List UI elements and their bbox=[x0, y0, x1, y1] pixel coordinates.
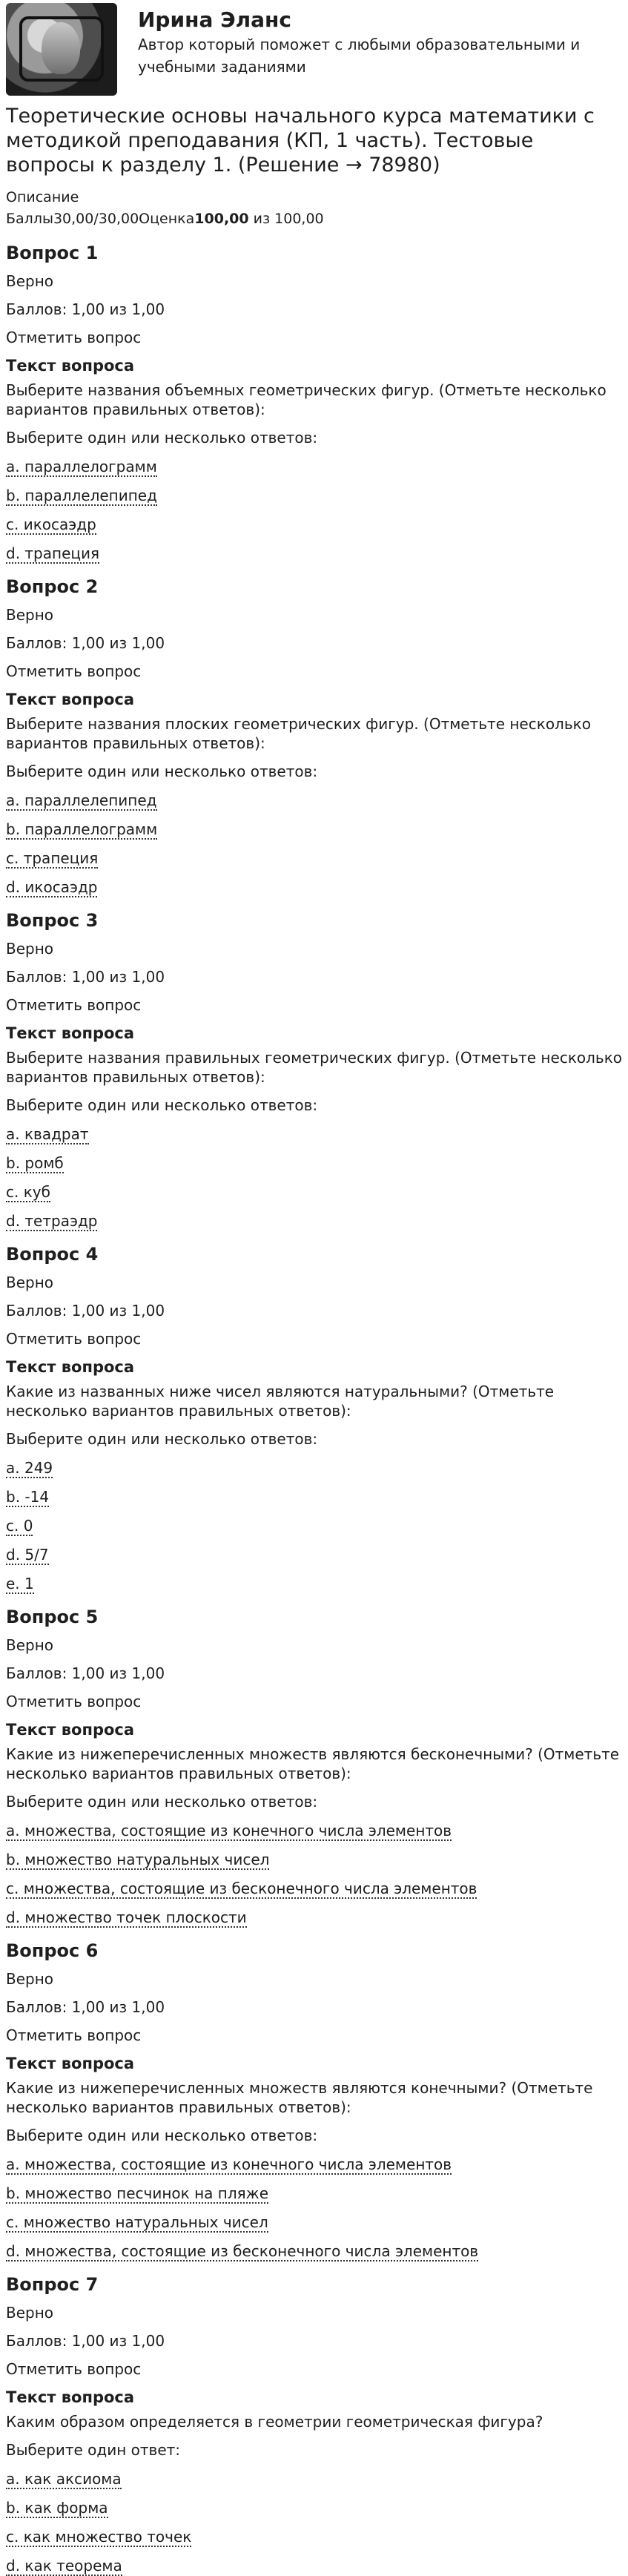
answer-text: d. как теорема bbox=[6, 2557, 122, 2575]
question-title: Вопрос 7 bbox=[6, 2274, 99, 2295]
question-prompt: Выберите один ответ: bbox=[6, 2441, 181, 2459]
question-state: Верно bbox=[6, 272, 54, 290]
question-block bbox=[6, 240, 628, 564]
answer-option[interactable] bbox=[6, 1457, 628, 1478]
answer-option[interactable] bbox=[6, 1907, 628, 1928]
question-block bbox=[6, 1242, 628, 1594]
answer-option[interactable] bbox=[6, 456, 628, 477]
answer-option[interactable] bbox=[6, 485, 628, 506]
question-state: Верно bbox=[6, 606, 54, 624]
answer-list bbox=[6, 2154, 628, 2262]
grade-suffix: из 100,00 bbox=[248, 211, 324, 227]
answer-option[interactable] bbox=[6, 877, 628, 897]
question-title: Вопрос 5 bbox=[6, 1607, 99, 1627]
question-score: Баллов: 1,00 из 1,00 bbox=[6, 1302, 165, 1320]
answer-text: c. множества, состоящие из бесконечного числа элементов bbox=[6, 1880, 477, 1897]
answer-option[interactable] bbox=[6, 790, 628, 811]
question-title: Вопрос 1 bbox=[6, 243, 99, 263]
answer-text: b. параллелограмм bbox=[6, 820, 158, 838]
question-score: Баллов: 1,00 из 1,00 bbox=[6, 634, 165, 652]
question-text-heading: Текст вопроса bbox=[6, 2055, 135, 2072]
answer-list bbox=[6, 790, 628, 897]
question-block bbox=[6, 1938, 628, 2262]
question-score: Баллов: 1,00 из 1,00 bbox=[6, 1664, 165, 1682]
answer-text: c. множество натуральных чисел bbox=[6, 2213, 268, 2231]
answer-text: d. 5/7 bbox=[6, 1546, 49, 1564]
question-text: Какие из нижеперечисленных множеств являются бесконечными? (Отметьте несколько вариантов правильных ответов): bbox=[6, 1745, 620, 1782]
scores-prefix: Баллы bbox=[6, 211, 53, 227]
answer-option[interactable] bbox=[6, 2526, 628, 2547]
question-title: Вопрос 2 bbox=[6, 576, 99, 597]
answer-text: a. параллелограмм bbox=[6, 458, 157, 475]
question-text: Выберите названия плоских геометрических фигур. (Отметьте несколько вариантов правильных ответов): bbox=[6, 715, 591, 752]
answer-text: a. множества, состоящие из конечного числа элементов bbox=[6, 2155, 452, 2173]
summary-row bbox=[6, 208, 628, 230]
answer-option[interactable] bbox=[6, 2241, 628, 2262]
answer-text: c. трапеция bbox=[6, 849, 99, 867]
answer-option[interactable] bbox=[6, 2183, 628, 2204]
answer-text: b. ромб bbox=[6, 1154, 64, 1172]
answer-option[interactable] bbox=[6, 2468, 628, 2489]
answer-list bbox=[6, 1124, 628, 1231]
answer-text: d. трапеция bbox=[6, 544, 100, 562]
answer-option[interactable] bbox=[6, 819, 628, 840]
question-state: Верно bbox=[6, 1636, 54, 1654]
answer-text: b. множество песчинок на пляже bbox=[6, 2184, 269, 2202]
flag-question-link[interactable]: Отметить вопрос bbox=[6, 1693, 142, 1710]
question-title: Вопрос 6 bbox=[6, 1940, 99, 1961]
page-title: Теоретические основы начального курса математики с методикой преподавания (КП, 1 часть). Тестовые вопросы к разделу 1. (Решение → 78980) bbox=[6, 105, 595, 177]
answer-list bbox=[6, 2468, 628, 2576]
answer-option[interactable] bbox=[6, 1573, 628, 1594]
question-block bbox=[6, 1604, 628, 1928]
answer-text: c. как множество точек bbox=[6, 2528, 192, 2546]
answer-option[interactable] bbox=[6, 1210, 628, 1231]
question-title: Вопрос 4 bbox=[6, 1244, 99, 1265]
answer-text: c. куб bbox=[6, 1183, 50, 1201]
answer-list bbox=[6, 456, 628, 564]
answer-text: d. икосаэдр bbox=[6, 878, 98, 896]
scores-value: 30,00/30,00 bbox=[53, 211, 139, 227]
answer-text: a. как аксиома bbox=[6, 2470, 122, 2488]
answer-text: a. множества, состоящие из конечного числа элементов bbox=[6, 1822, 452, 1839]
question-block bbox=[6, 908, 628, 1231]
answer-text: b. -14 bbox=[6, 1488, 50, 1506]
answer-list bbox=[6, 1457, 628, 1594]
answer-list bbox=[6, 1820, 628, 1928]
question-text-heading: Текст вопроса bbox=[6, 1358, 135, 1376]
answer-option[interactable] bbox=[6, 1820, 628, 1841]
author-avatar bbox=[6, 3, 117, 96]
question-text-heading: Текст вопроса bbox=[6, 1024, 135, 1042]
question-text: Выберите названия правильных геометрических фигур. (Отметьте несколько вариантов правильных ответов): bbox=[6, 1049, 623, 1086]
question-prompt: Выберите один или несколько ответов: bbox=[6, 1096, 318, 1114]
answer-option[interactable] bbox=[6, 1849, 628, 1870]
question-prompt: Выберите один или несколько ответов: bbox=[6, 1793, 318, 1811]
question-text: Какие из нижеперечисленных множеств являются конечными? (Отметьте несколько вариантов правильных ответов): bbox=[6, 2079, 593, 2116]
question-block bbox=[6, 2272, 628, 2576]
answer-text: b. множество натуральных чисел bbox=[6, 1851, 270, 1868]
question-prompt: Выберите один или несколько ответов: bbox=[6, 762, 318, 780]
grade-label: Оценка bbox=[139, 211, 195, 227]
grade-value: 100,00 bbox=[194, 211, 249, 227]
answer-option[interactable] bbox=[6, 2497, 628, 2518]
answer-text: c. икосаэдр bbox=[6, 515, 96, 533]
answer-option[interactable] bbox=[6, 1515, 628, 1536]
answer-text: b. как форма bbox=[6, 2499, 108, 2517]
question-text-heading: Текст вопроса bbox=[6, 2388, 135, 2406]
answer-option[interactable] bbox=[6, 1486, 628, 1507]
answer-text: b. параллелепипед bbox=[6, 487, 157, 504]
answer-text: c. 0 bbox=[6, 1517, 33, 1535]
question-text: Каким образом определяется в геометрии геометрическая фигура? bbox=[6, 2413, 543, 2431]
question-text-heading: Текст вопроса bbox=[6, 691, 135, 708]
author-name: Ирина Эланс bbox=[138, 7, 291, 32]
answer-option[interactable] bbox=[6, 1544, 628, 1565]
question-state: Верно bbox=[6, 1970, 54, 1988]
question-prompt: Выберите один или несколько ответов: bbox=[6, 1430, 318, 1448]
answer-option[interactable] bbox=[6, 1182, 628, 1202]
answer-option[interactable] bbox=[6, 848, 628, 869]
answer-option[interactable] bbox=[6, 1878, 628, 1899]
description-label: Описание bbox=[6, 189, 79, 205]
answer-option[interactable] bbox=[6, 514, 628, 535]
answer-option[interactable] bbox=[6, 2555, 628, 2576]
flag-question-link[interactable]: Отметить вопрос bbox=[6, 996, 142, 1014]
answer-option[interactable] bbox=[6, 2212, 628, 2233]
answer-text: a. квадрат bbox=[6, 1125, 89, 1143]
answer-option[interactable] bbox=[6, 2154, 628, 2175]
author-description: Автор который поможет с любыми образовательными и учебными заданиями bbox=[138, 36, 581, 76]
answer-text: a. 249 bbox=[6, 1459, 53, 1477]
question-state: Верно bbox=[6, 940, 54, 958]
flag-question-link[interactable]: Отметить вопрос bbox=[6, 662, 142, 680]
answer-option[interactable] bbox=[6, 1124, 628, 1144]
question-state: Верно bbox=[6, 1274, 54, 1291]
answer-text: e. 1 bbox=[6, 1575, 34, 1592]
question-score: Баллов: 1,00 из 1,00 bbox=[6, 1998, 165, 2016]
answer-text: d. множества, состоящие из бесконечного числа элементов bbox=[6, 2242, 479, 2260]
flag-question-link[interactable]: Отметить вопрос bbox=[6, 1330, 142, 1348]
question-text-heading: Текст вопроса bbox=[6, 1721, 135, 1739]
answer-option[interactable] bbox=[6, 1153, 628, 1173]
question-text: Выберите названия объемных геометрических фигур. (Отметьте несколько вариантов правильных ответов): bbox=[6, 381, 606, 418]
question-score: Баллов: 1,00 из 1,00 bbox=[6, 2332, 165, 2350]
flag-question-link[interactable]: Отметить вопрос bbox=[6, 2026, 142, 2044]
question-prompt: Выберите один или несколько ответов: bbox=[6, 2127, 318, 2144]
question-text-heading: Текст вопроса bbox=[6, 357, 135, 375]
question-state: Верно bbox=[6, 2304, 54, 2322]
question-score: Баллов: 1,00 из 1,00 bbox=[6, 300, 165, 318]
question-title: Вопрос 3 bbox=[6, 910, 99, 931]
flag-question-link[interactable]: Отметить вопрос bbox=[6, 329, 142, 346]
question-block bbox=[6, 574, 628, 897]
flag-question-link[interactable]: Отметить вопрос bbox=[6, 2360, 142, 2378]
question-score: Баллов: 1,00 из 1,00 bbox=[6, 968, 165, 986]
answer-text: d. тетраэдр bbox=[6, 1212, 98, 1230]
author-block bbox=[6, 0, 628, 104]
answer-option[interactable] bbox=[6, 543, 628, 564]
answer-text: a. параллелепипед bbox=[6, 791, 157, 809]
question-text: Какие из названных ниже чисел являются натуральными? (Отметьте несколько вариантов правильных ответов): bbox=[6, 1383, 555, 1420]
question-prompt: Выберите один или несколько ответов: bbox=[6, 429, 318, 447]
answer-text: d. множество точек плоскости bbox=[6, 1908, 247, 1926]
